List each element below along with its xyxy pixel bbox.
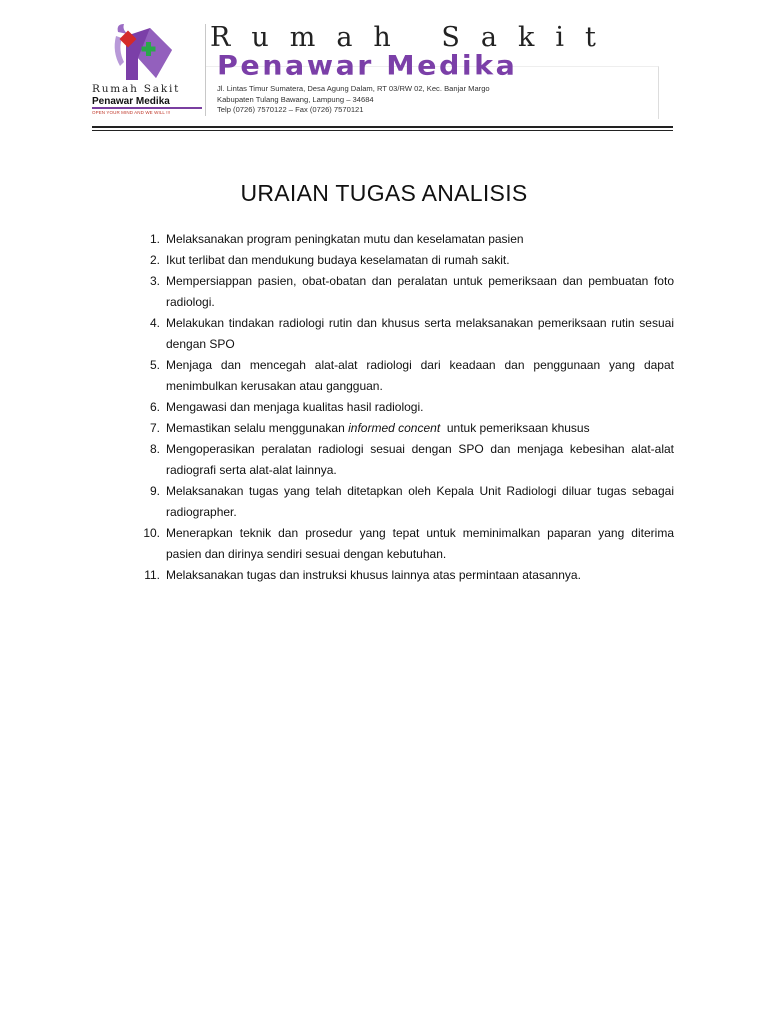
letterhead xyxy=(92,20,674,132)
hospital-address xyxy=(217,84,577,116)
item-number: 10. xyxy=(143,526,160,540)
item-text-italic: informed concent xyxy=(348,421,441,435)
item-text: Melaksanakan tugas dan instruksi khusus lainnya atas permintaan atasannya. xyxy=(166,568,581,582)
header-rule-thin xyxy=(92,130,673,131)
contact-line: Telp (0726) 7570122 – Fax (0726) 7570121 xyxy=(217,105,364,114)
address-line: Kabupaten Tulang Bawang, Lampung – 34684 xyxy=(217,94,374,104)
item-text: Menerapkan teknik dan prosedur yang tepat untuk meminimalkan paparan yang diterima pasien dan dirinya sendiri sesuai dengan kebutuhan. xyxy=(166,526,674,561)
item-text: Melaksanakan tugas yang telah ditetapkan oleh Kepala Unit Radiologi diluar tugas sebagai radiographer. xyxy=(166,484,674,519)
duties-list xyxy=(138,229,674,586)
hospital-logo-icon xyxy=(110,22,182,84)
item-text: Melaksanakan program peningkatan mutu dan keselamatan pasien xyxy=(166,232,524,246)
logo-tagline: OPEN YOUR MIND AND WE WILL !!! xyxy=(92,110,171,115)
item-text: Mengoperasikan peralatan radiologi sesuai dengan SPO dan menjaga kebesihan alat-alat radiografi serta alat-alat lainnya. xyxy=(166,442,674,477)
list-item xyxy=(138,397,674,418)
item-number: 11. xyxy=(144,568,160,582)
item-text-end: untuk pemeriksaan khusus xyxy=(440,421,590,435)
item-number: 4. xyxy=(149,316,160,330)
list-item xyxy=(138,250,674,271)
item-text: Melakukan tindakan radiologi rutin dan khusus serta melaksanakan pemeriksaan rutin sesuai dengan SPO xyxy=(166,316,674,351)
address-line: Jl. Lintas Timur Sumatera, Desa Agung Dalam, RT 03/RW 02, Kec. Banjar Margo xyxy=(217,84,490,93)
list-item xyxy=(138,229,674,250)
list-item xyxy=(138,418,674,439)
list-item xyxy=(138,355,674,397)
logo-name: Rumah Sakit xyxy=(92,83,181,95)
document-title: URAIAN TUGAS ANALISIS xyxy=(240,180,528,206)
item-text xyxy=(166,418,674,439)
item-number: 5. xyxy=(149,358,160,372)
item-number: 2. xyxy=(149,253,160,267)
list-item xyxy=(138,439,674,481)
hospital-brand: Penawar Medika xyxy=(217,49,518,82)
item-number: 9. xyxy=(149,484,160,498)
item-text: Ikut terlibat dan mendukung budaya keselamatan di rumah sakit. xyxy=(166,253,510,267)
item-number: 1. xyxy=(149,232,160,246)
item-text: Mempersiappan pasien, obat-obatan dan peralatan untuk pemeriksaan dan pembuatan foto radiologi. xyxy=(166,274,674,309)
list-item xyxy=(138,481,674,523)
item-number: 3. xyxy=(149,274,160,288)
item-number: 6. xyxy=(149,400,160,414)
logo-brand: Penawar Medika xyxy=(92,96,202,109)
list-item xyxy=(138,271,674,313)
item-text-start: Memastikan selalu menggunakan xyxy=(166,421,349,435)
item-number: 8. xyxy=(149,442,160,456)
list-item xyxy=(138,523,674,565)
hospital-logo xyxy=(92,20,202,120)
header-rule xyxy=(92,126,673,128)
item-number: 7. xyxy=(149,421,160,435)
list-item xyxy=(138,565,674,586)
list-item xyxy=(138,313,674,355)
item-text: Mengawasi dan menjaga kualitas hasil radiologi. xyxy=(166,400,424,414)
hospital-title: Rumah Sakit xyxy=(210,22,617,53)
item-text: Menjaga dan mencegah alat-alat radiologi dari keadaan dan penggunaan yang dapat menimbulkan kerusakan atau gangguan. xyxy=(166,358,674,393)
